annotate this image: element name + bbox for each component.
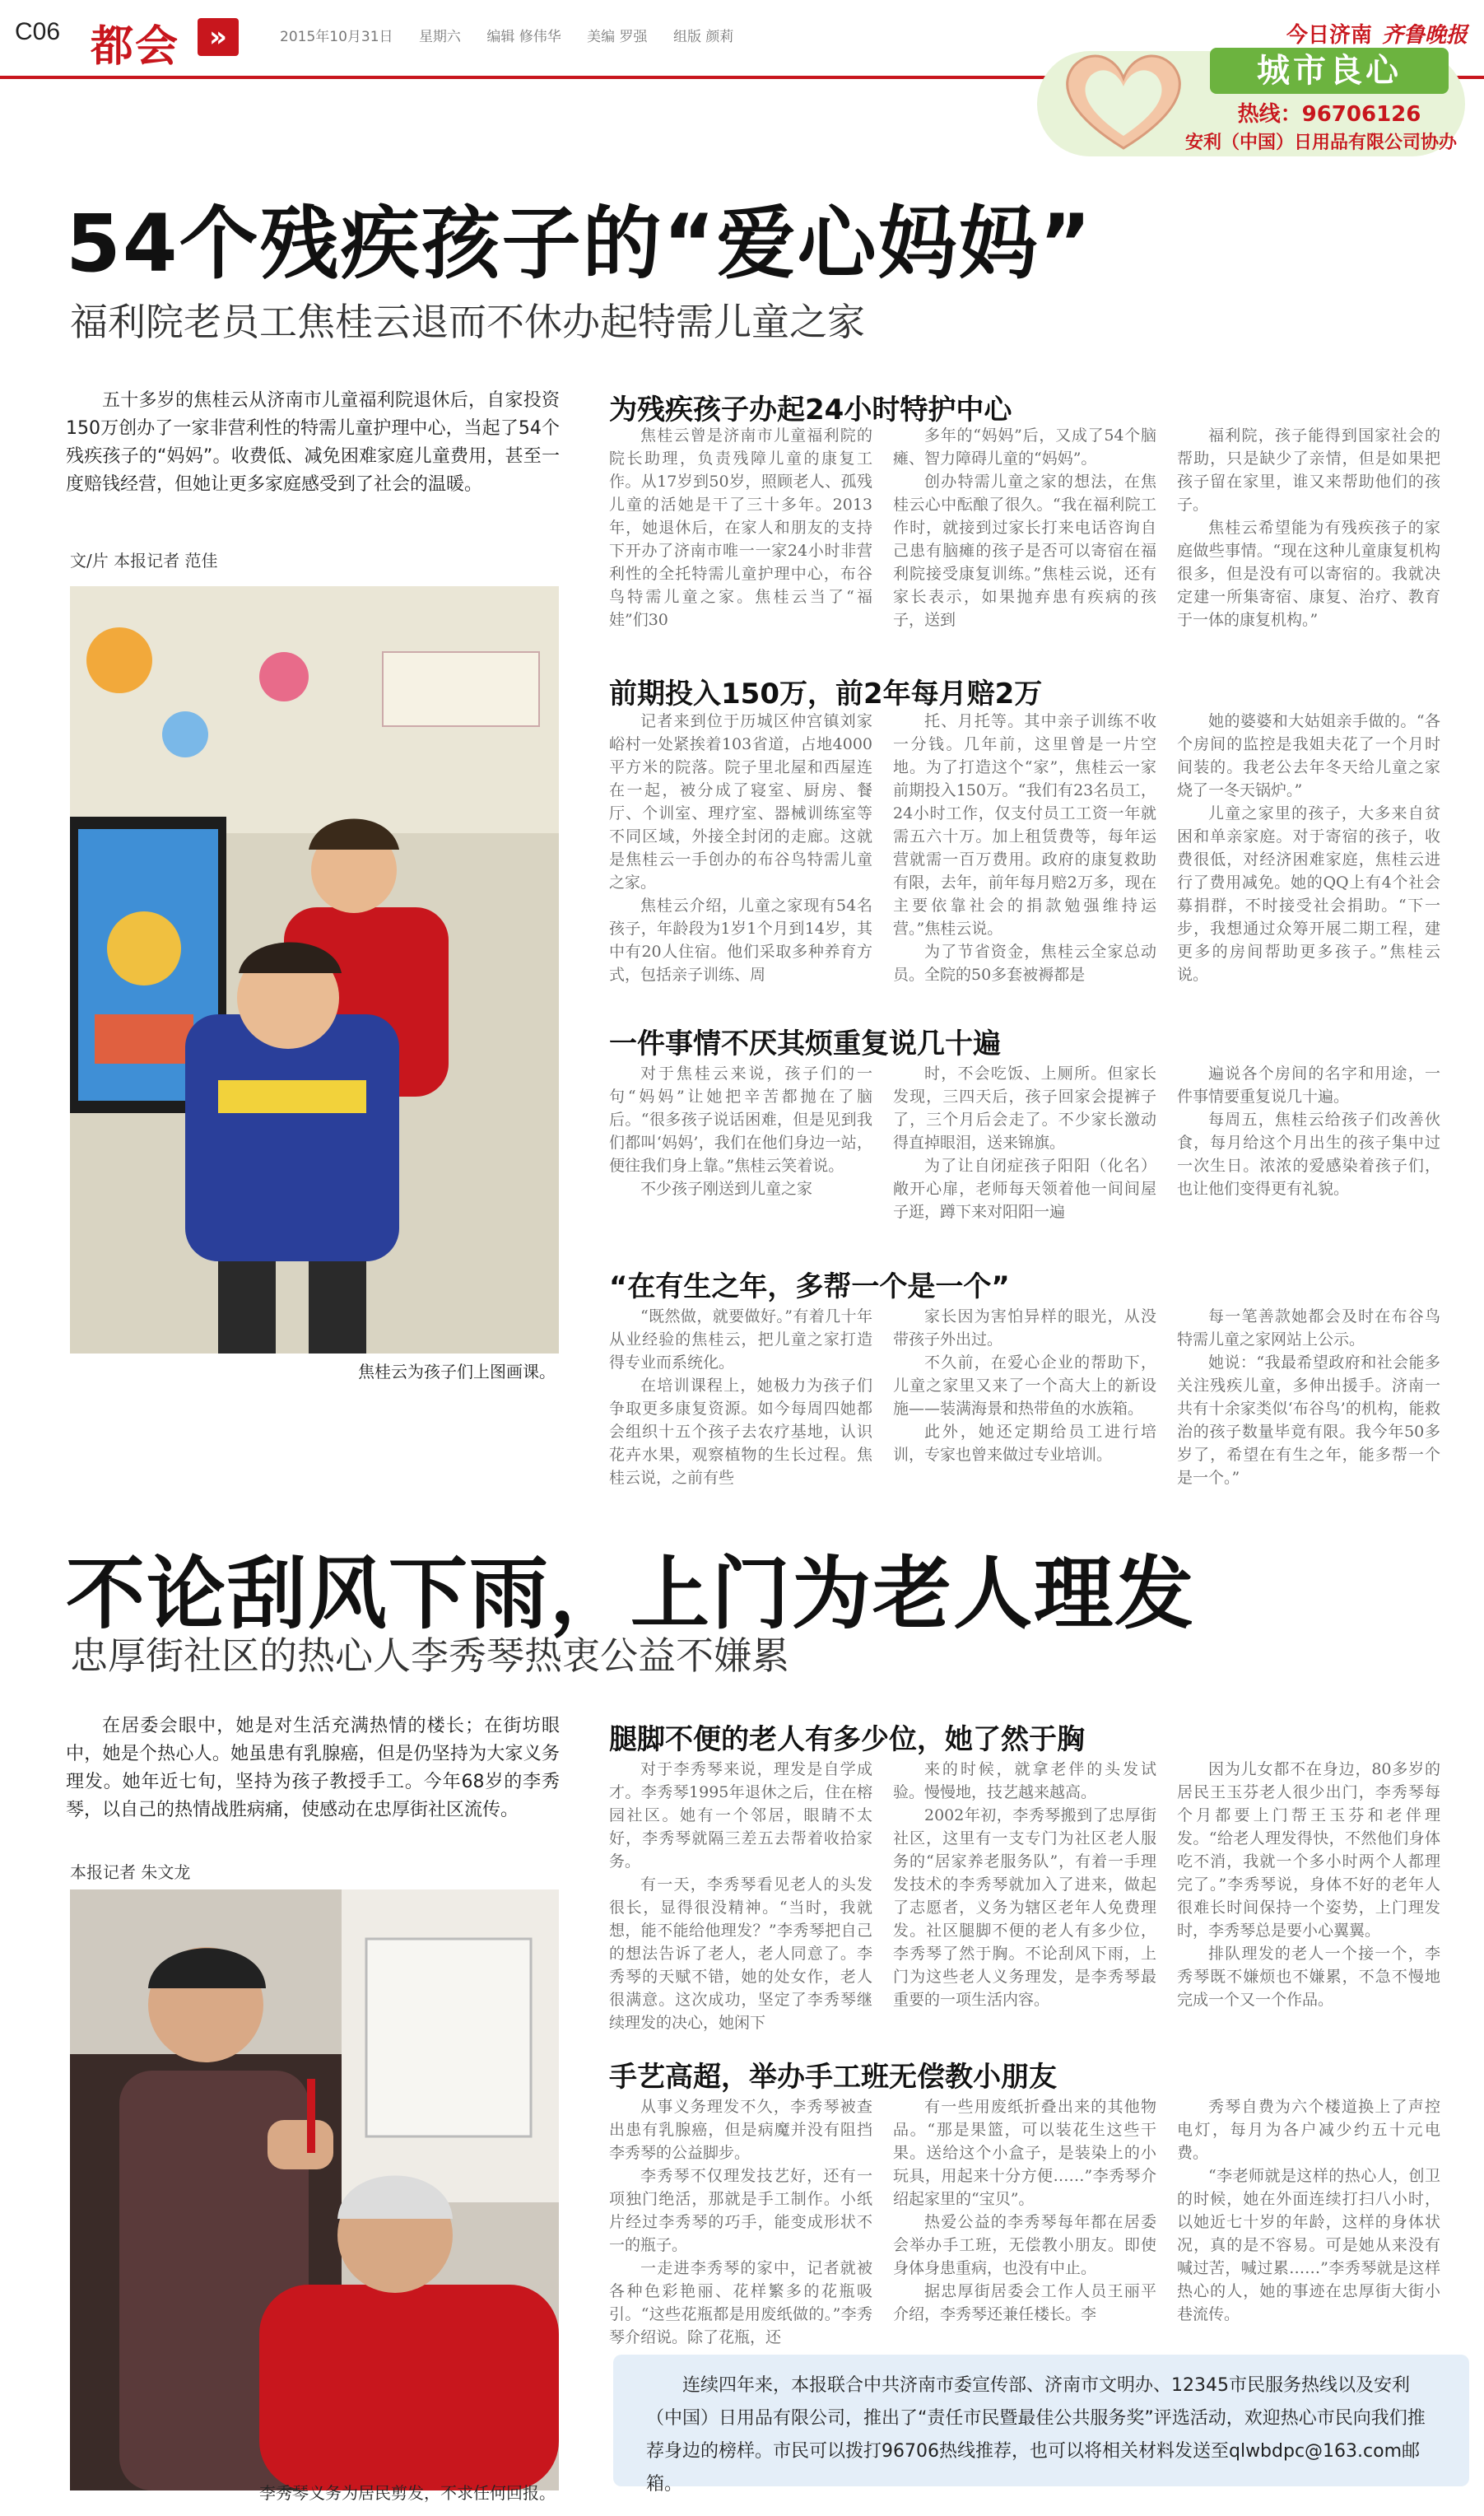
- paragraph: 托、月托等。其中亲子训练不收一分钱。几年前，这里曾是一片空地。为了打造这个“家”，焦桂云一家前期投入150万。“我们有23名员工，24小时工作，仅支付员工工资一年就需五六十万。加上租赁费等，每年运营就需一百万费用。政府的康复救助有限，去年，前年每月赔2万多，现在主要依靠社会的捐款勉强维持运营。”焦桂云说。: [893, 712, 1156, 938]
- city-conscience-badge: [1037, 41, 1465, 165]
- story2-section2-title: 手艺高超，举办手工班无偿教小朋友: [609, 2061, 1057, 2094]
- paragraph: 对于李秀琴来说，理发是自学成才。李秀琴1995年退休之后，住在榕园社区。她有一个邻居，眼睛不太好，李秀琴就隔三差五去帮着收拾家务。: [609, 1760, 872, 1871]
- story1-caption: 焦桂云为孩子们上图画课。: [358, 1362, 556, 1381]
- paragraph: 为了让自闭症孩子阳阳（化名）敞开心扉，老师每天领着他一间间屋子逛，蹲下来对阳阳一遍: [893, 1157, 1156, 1221]
- paragraph: 焦桂云曾是济南市儿童福利院的院长助理，负责残障儿童的康复工作。从17岁到50岁，照顾老人、孤残儿童的活她是干了三十多年。2013年，她退休后，在家人和朋友的支持下开办了济南市唯一一家24小时非营利性的全托特需儿童护理中心，布谷鸟特需儿童之家。焦桂云当了“福娃”们30: [609, 426, 872, 629]
- paragraph: “既然做，就要做好。”有着几十年从业经验的焦桂云，把儿童之家打造得专业而系统化。: [609, 1307, 872, 1372]
- section-title: 都会: [91, 22, 180, 72]
- paragraph: 为了节省资金，焦桂云全家总动员。全院的50多套被褥都是: [893, 943, 1156, 984]
- story1-section3-col3: [1177, 1062, 1440, 1239]
- paragraph: 多年的“妈妈”后，又成了54个脑瘫、智力障碍儿童的“妈妈”。: [893, 426, 1156, 468]
- paragraph: 每一笔善款她都会及时在布谷鸟特需儿童之家网站上公示。: [1177, 1307, 1440, 1349]
- paragraph: 2002年初，李秀琴搬到了忠厚街社区，这里有一支专门为社区老人服务的“居家养老服务队”，有着一手理发技术的李秀琴就加入了进来，做起了志愿者，义务为辖区老年人免费理发。社区腿脚不便的老人有多少位，李秀琴了然于胸。不论刮风下雨，上门为这些老人义务理发，是李秀琴最重要的一项生活内容。: [893, 1806, 1156, 2009]
- paragraph: 福利院，孩子能得到国家社会的帮助，只是缺少了亲情，但是如果把孩子留在家里，谁又来帮助他们的孩子。: [1177, 426, 1440, 514]
- story2-lead: 在居委会眼中，她是对生活充满热情的楼长；在街坊眼中，她是个热心人。她虽患有乳腺癌，但是仍坚持为大家义务理发。她年近七旬，坚持为孩子教授手工。今年68岁的李秀琴，以自己的热情战胜病痛，使感动在忠厚街社区流传。: [66, 1716, 560, 1820]
- footer-note-text: 连续四年来，本报联合中共济南市委宣传部、济南市文明办、12345市民服务热线以及安利（中国）日用品有限公司，推出了“责任市民暨最佳公共服务奖”评选活动，欢迎热心市民向我们推荐身边的榜样。市民可以拨打96706热线推荐，也可以将相关材料发送至qlwbdpc@163.com邮箱。: [646, 2375, 1426, 2495]
- story1-photo: [70, 586, 559, 1354]
- story2-section1-col1: [609, 1758, 872, 2032]
- paragraph: 从事义务理发不久，李秀琴被查出患有乳腺癌，但是病魔并没有阻挡李秀琴的公益脚步。: [609, 2098, 872, 2162]
- paragraph: 因为儿女都不在身边，80多岁的居民王玉芬老人很少出门，李秀琴每个月都要上门帮王玉芬和老伴理发。“给老人理发得快，不然他们身体吃不消，我就一个多小时两个人都理完了。”李秀琴说，身体不好的老年人很难长时间保持一个姿势，上门理发时，李秀琴总是要小心翼翼。: [1177, 1760, 1440, 1940]
- paragraph: 据忠厚街居委会工作人员王丽平介绍，李秀琴还兼任楼长。李: [893, 2282, 1156, 2323]
- paragraph: 热爱公益的李秀琴每年都在居委会举办手工班，无偿教小朋友。即使身体身患重病，也没有中止。: [893, 2213, 1156, 2277]
- issue-date: 2015年10月31日: [280, 29, 393, 45]
- story1-section3-title: 一件事情不厌其烦重复说几十遍: [609, 1027, 1001, 1060]
- story2-section2-col1: [609, 2095, 872, 2346]
- story1-section2-col1: [609, 710, 872, 984]
- paragraph: 李秀琴不仅理发技艺好，还有一项独门绝活，那就是手工制作。小纸片经过李秀琴的巧手，能变成形状不一的瓶子。: [609, 2167, 872, 2254]
- story1-section4-col2: [893, 1305, 1156, 1527]
- story2-section2-col2: [893, 2095, 1156, 2338]
- paragraph: 遍说各个房间的名字和用途，一件事情要重复说几十遍。: [1177, 1065, 1440, 1106]
- paragraph: 每周五，焦桂云给孩子们改善伙食，每月给这个月出生的孩子集中过一次生日。浓浓的爱感染着孩子们，也让他们变得更有礼貌。: [1177, 1111, 1440, 1198]
- story2-headline: 不论刮风下雨，上门为老人理发: [66, 1548, 1195, 1640]
- story1-section4-col1: [609, 1305, 872, 1527]
- paragraph: 排队理发的老人一个接一个，李秀琴既不嫌烦也不嫌累，不急不慢地完成一个又一个作品。: [1177, 1945, 1440, 2009]
- paragraph: 焦桂云介绍，儿童之家现有54名孩子，年龄段为1岁1个月到14岁，其中有20人住宿。他们采取多种养育方式，包括亲子训练、周: [609, 897, 872, 984]
- paragraph: 创办特需儿童之家的想法，在焦桂云心中酝酿了很久。“我在福利院工作时，就接到过家长打来电话咨询自己患有脑瘫的孩子是否可以寄宿在福利院接受康复训练。”焦桂云说，还有家长表示，如果抛弃患有疾病的孩子，送到: [893, 473, 1156, 629]
- paragraph: 一走进李秀琴的家中，记者就被各种色彩艳丽、花样繁多的花瓶吸引。“这些花瓶都是用废纸做的。”李秀琴介绍说。除了花瓶，还: [609, 2259, 872, 2346]
- story2-section1-title: 腿脚不便的老人有多少位，她了然于胸: [609, 1723, 1085, 1756]
- story1-lead: 五十多岁的焦桂云从济南市儿童福利院退休后，自家投资150万创办了一家非营利性的特需儿童护理中心，当起了54个残疾孩子的“妈妈”。收费低、减免困难家庭儿童费用，甚至一度赔钱经营，但她让更多家庭感受到了社会的温暖。: [66, 390, 560, 495]
- paragraph: 她说：“我最希望政府和社会能多关注残疾儿童，多伸出援手。济南一共有十余家类似‘布谷鸟’的机构，能救治的孩子数量毕竟有限。我今年50多岁了，希望在有生之年，能多帮一个是一个。”: [1177, 1354, 1440, 1487]
- story1-section4-col3: [1177, 1305, 1440, 1527]
- paragraph: 秀琴自费为六个楼道换上了声控电灯，每月为各户减少约五十元电费。: [1177, 2098, 1440, 2162]
- story1-byline: 文/片 本报记者 范佳: [70, 551, 218, 571]
- paragraph: 有一些用废纸折叠出来的其他物品。“那是果篮，可以装花生这些干果。送给这个小盒子，是装染上的小玩具，用起来十分方便……”李秀琴介绍起家里的“宝贝”。: [893, 2098, 1156, 2208]
- story2-section1-col3: [1177, 1758, 1440, 2013]
- paragraph: “李老师就是这样的热心人，创卫的时候，她在外面连续打扫八小时，以她近七十岁的年龄，这样的身体状况，真的是不容易。可是她从来没有喊过苦，喊过累……”李秀琴就是这样热心的人，她的事迹在忠厚街大街小巷流传。: [1177, 2167, 1440, 2323]
- story1-section2-title: 前期投入150万，前2年每月赔2万: [609, 678, 1043, 711]
- paragraph: 对于焦桂云来说，孩子们的一句“妈妈”让她把辛苦都抛在了脑后。“很多孩子说话困难，但是见到我们都叫‘妈妈’，我们在他们身边一站，便往我们身上靠。”焦桂云笑着说。: [609, 1065, 872, 1175]
- paragraph: 她的婆婆和大姑姐亲手做的。“各个房间的监控是我姐夫花了一个月时间装的。我老公去年冬天给儿童之家烧了一冬天锅炉。”: [1177, 712, 1440, 799]
- paragraph: 时，不会吃饭、上厕所。但家长发现，三四天后，孩子回家会提裤子了，三个月后会走了。不少家长激动得直掉眼泪，送来锦旗。: [893, 1065, 1156, 1152]
- footer-note-box: [613, 2355, 1469, 2495]
- story2-photo: [70, 1889, 559, 2490]
- paragraph: 在培训课程上，她极力为孩子们争取更多康复资源。如今每周四她都会组织十五个孩子去农疗基地，认识花卉水果，观察植物的生长过程。焦桂云说，之前有些: [609, 1377, 872, 1487]
- paragraph: 焦桂云希望能为有残疾孩子的家庭做些事情。“现在这种儿童康复机构很多，但是没有可以寄宿的。我就决定建一所集寄宿、康复、治疗、教育于一体的康复机构。”: [1177, 519, 1440, 629]
- art-editor-credit: 美编 罗强: [587, 29, 648, 45]
- story2-section1-col2: [893, 1758, 1156, 2013]
- paragraph: 不少孩子刚送到儿童之家: [640, 1180, 813, 1198]
- haircut-illustration: [70, 1889, 559, 2490]
- story2-byline: 本报记者 朱文龙: [70, 1862, 191, 1882]
- newspaper-logo: 齐鲁晚报: [1381, 23, 1468, 48]
- story1-section2-col2: [893, 710, 1156, 984]
- issue-meta: [280, 25, 755, 45]
- story1-subheadline: 福利院老员工焦桂云退而不休办起特需儿童之家: [70, 300, 865, 344]
- editor-credit: 编辑 修伟华: [486, 29, 561, 45]
- story2-section2-col3: [1177, 2095, 1440, 2338]
- story1-section4-title: “在有生之年，多帮一个是一个”: [609, 1270, 1010, 1303]
- page-number: C06: [15, 18, 61, 45]
- story1-section1-title: 为残疾孩子办起24小时特护中心: [609, 394, 1012, 426]
- story1-headline: 54个残疾孩子的“爱心妈妈”: [66, 198, 1093, 290]
- story1-section3-col2: [893, 1062, 1156, 1239]
- story1-section3-col1: [609, 1062, 872, 1239]
- layout-credit: 组版 颜莉: [672, 29, 734, 45]
- story2-caption: 李秀琴义务为居民剪发，不求任何回报。: [259, 2483, 556, 2503]
- paragraph: 此外，她还定期给员工进行培训，专家也曾来做过专业培训。: [893, 1423, 1156, 1464]
- story1-section1-col2: [893, 424, 1156, 638]
- story1-section1-col1: [609, 424, 872, 638]
- classroom-illustration: [70, 586, 559, 1354]
- badge-hotline: 热线：96706126: [1237, 102, 1421, 127]
- story1-section1-col3: [1177, 424, 1440, 638]
- section-arrow-icon: »: [198, 18, 239, 56]
- story1-section2-col3: [1177, 710, 1440, 984]
- badge-sponsor: 安利（中国）日用品有限公司协办: [1184, 133, 1457, 153]
- paragraph: 有一天，李秀琴看见老人的头发很长，显得很没精神。“当时，我就想，能不能给他理发？”李秀琴把自己的想法告诉了老人，老人同意了。李秀琴的天赋不错，她的处女作，老人很满意。这次成功，坚定了李秀琴继续理发的决心，她闲下: [609, 1875, 872, 2032]
- paragraph: 家长因为害怕异样的眼光，从没带孩子外出过。: [893, 1307, 1156, 1349]
- story2-subheadline: 忠厚街社区的热心人李秀琴热衷公益不嫌累: [70, 1633, 789, 1678]
- edition-label: 今日济南: [1286, 23, 1372, 48]
- paragraph: 儿童之家里的孩子，大多来自贫困和单亲家庭。对于寄宿的孩子，收费很低，对经济困难家庭，焦桂云进行了费用减免。她的QQ上有4个社会募捐群，不时接受社会捐助。“下一步，我想通过众筹开展二期工程，建更多的房间帮助更多孩子。”焦桂云说。: [1177, 804, 1440, 984]
- issue-weekday: 星期六: [418, 29, 461, 45]
- paragraph: 记者来到位于历城区仲宫镇刘家峪村一处紧挨着103省道，占地4000平方米的院落。院子里北屋和西屋连在一起，被分成了寝室、厨房、餐厅、个训室、理疗室、器械训练室等不同区域，外接全封闭的走廊。这就是焦桂云一手创办的布谷鸟特需儿童之家。: [609, 712, 872, 892]
- paragraph: 来的时候，就拿老伴的头发试验。慢慢地，技艺越来越高。: [893, 1760, 1156, 1801]
- paragraph: 不久前，在爱心企业的帮助下，儿童之家里又来了一个高大上的新设施——装满海景和热带鱼的水族箱。: [893, 1354, 1156, 1418]
- badge-title: 城市良心: [1210, 48, 1449, 94]
